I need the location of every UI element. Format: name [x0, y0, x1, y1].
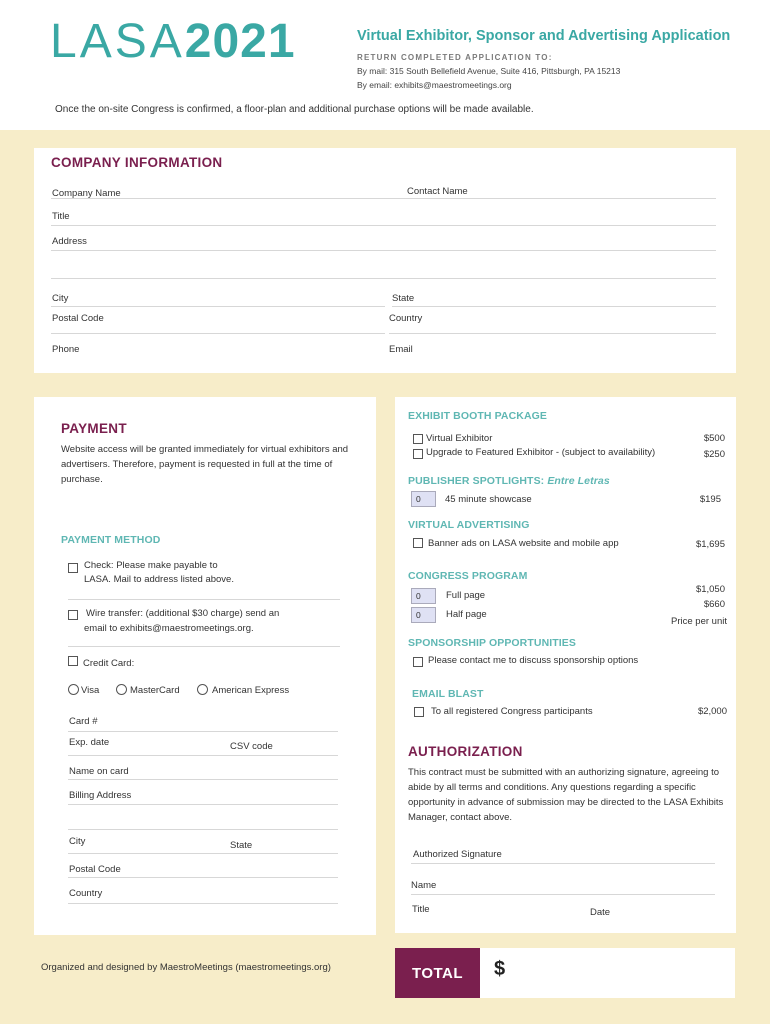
virtual-exhibitor-price: $500	[703, 433, 725, 444]
credit-card-checkbox[interactable]	[68, 656, 78, 666]
check-checkbox[interactable]	[68, 563, 78, 573]
featured-exhibitor-label: Upgrade to Featured Exhibitor - (subject to availability)	[426, 447, 656, 458]
featured-exhibitor-price: $250	[703, 449, 725, 460]
billing-address-field-line2[interactable]	[68, 829, 338, 832]
banner-ads-label: Banner ads on LASA website and mobile app	[428, 538, 619, 549]
floorplan-note: Once the on-site Congress is confirmed, a floor-plan and additional purchase options will be made available.	[55, 104, 534, 115]
name-on-card-label: Name on card	[69, 766, 129, 777]
name-on-card-field[interactable]	[68, 779, 338, 782]
full-page-quantity-input[interactable]: 0	[411, 588, 436, 604]
address-field[interactable]	[51, 250, 716, 253]
congress-program-heading: CONGRESS PROGRAM	[408, 570, 528, 582]
mastercard-label: MasterCard	[130, 685, 180, 696]
auth-title-label: Title	[412, 904, 430, 915]
billing-city-label: City	[69, 836, 86, 847]
title-field[interactable]	[51, 225, 716, 228]
card-number-field[interactable]	[68, 731, 338, 734]
contact-name-field[interactable]	[407, 198, 716, 201]
total-label: TOTAL	[395, 948, 480, 998]
wire-label-line2: email to exhibits@maestromeetings.org.	[84, 623, 254, 634]
virtual-exhibitor-checkbox[interactable]	[413, 434, 423, 444]
company-name-label: Company Name	[52, 188, 121, 199]
address-label: Address	[52, 236, 87, 247]
billing-city-state-field[interactable]	[68, 853, 338, 856]
auth-name-label: Name	[411, 880, 437, 891]
american-express-label: American Express	[212, 685, 290, 696]
publisher-spotlights-heading	[408, 475, 610, 487]
divider	[68, 646, 340, 647]
logo-year: 2021	[184, 15, 296, 68]
publisher-heading-text: PUBLISHER SPOTLIGHTS:	[408, 475, 545, 487]
phone-label: Phone	[52, 344, 80, 355]
showcase-quantity-input[interactable]: 0	[411, 491, 436, 507]
showcase-price: $195	[699, 494, 721, 505]
authorized-signature-field[interactable]	[411, 863, 715, 866]
logo-text: LASA	[50, 15, 185, 68]
authorized-signature-label: Authorized Signature	[413, 849, 502, 860]
exhibit-booth-heading: EXHIBIT BOOTH PACKAGE	[408, 410, 547, 422]
virtual-advertising-heading: VIRTUAL ADVERTISING	[408, 519, 530, 531]
full-page-price: $1,050	[695, 584, 725, 595]
card-number-label: Card #	[69, 716, 98, 727]
postal-code-label: Postal Code	[52, 313, 104, 324]
city-label: City	[52, 293, 69, 304]
email-blast-label: To all registered Congress participants	[431, 706, 593, 717]
contact-name-label: Contact Name	[407, 186, 468, 197]
auth-name-field[interactable]	[411, 894, 715, 897]
exp-date-label: Exp. date	[69, 737, 110, 748]
company-name-field[interactable]	[51, 198, 408, 201]
featured-exhibitor-checkbox[interactable]	[413, 449, 423, 459]
city-field[interactable]	[51, 306, 385, 309]
authorization-text: This contract must be submitted with an authorizing signature, agreeing to abide by all terms and conditions. Any questions regarding a specific opportunity in advance of submission may be directed to the LASA Exhibits Manager, contact above.	[408, 767, 724, 823]
postal-code-field[interactable]	[51, 333, 385, 336]
state-label: State	[392, 293, 415, 304]
billing-address-field[interactable]	[68, 804, 338, 807]
total-amount-field[interactable]	[480, 948, 735, 998]
footer-credit: Organized and designed by MaestroMeetings (maestromeetings.org)	[41, 962, 331, 973]
check-label-line2: LASA. Mail to address listed above.	[84, 574, 234, 585]
banner-ads-checkbox[interactable]	[413, 538, 423, 548]
half-page-label: Half page	[446, 609, 487, 620]
authorization-heading: AUTHORIZATION	[408, 744, 523, 759]
mastercard-radio[interactable]	[116, 684, 127, 695]
state-field[interactable]	[392, 306, 716, 309]
auth-date-label: Date	[590, 907, 611, 918]
billing-country-field[interactable]	[68, 903, 338, 906]
sponsorship-heading: SPONSORSHIP OPPORTUNITIES	[408, 637, 577, 649]
credit-card-label: Credit Card:	[83, 658, 135, 669]
payment-panel	[34, 397, 376, 935]
packages-panel	[395, 397, 736, 933]
publisher-heading-emphasis: Entre Letras	[547, 475, 610, 487]
return-label: RETURN COMPLETED APPLICATION TO:	[357, 53, 553, 62]
country-label: Country	[389, 313, 423, 324]
email-label: Email	[389, 344, 413, 355]
exp-date-csv-field[interactable]	[68, 755, 338, 758]
csv-code-label: CSV code	[230, 741, 273, 752]
billing-state-label: State	[230, 840, 253, 851]
banner-ads-price: $1,695	[695, 539, 725, 550]
payment-method-heading: PAYMENT METHOD	[61, 534, 161, 546]
showcase-label: 45 minute showcase	[445, 494, 532, 505]
total-currency-symbol: $	[494, 958, 506, 980]
divider	[68, 599, 340, 600]
address-field-line2[interactable]	[51, 278, 716, 281]
title-label: Title	[52, 211, 70, 222]
sponsorship-checkbox[interactable]	[413, 657, 423, 667]
wire-transfer-checkbox[interactable]	[68, 610, 78, 620]
lasa-logo	[50, 15, 296, 68]
price-per-unit-note: Price per unit	[671, 616, 727, 627]
mail-address: By mail: 315 South Bellefield Avenue, Suite 416, Pittsburgh, PA 15213	[357, 66, 621, 76]
sponsorship-label: Please contact me to discuss sponsorship options	[428, 655, 639, 666]
email-blast-checkbox[interactable]	[414, 707, 424, 717]
payment-heading: PAYMENT	[61, 421, 127, 436]
half-page-quantity-input[interactable]: 0	[411, 607, 436, 623]
visa-radio[interactable]	[68, 684, 79, 695]
email-blast-price: $2,000	[697, 706, 727, 717]
virtual-exhibitor-label: Virtual Exhibitor	[426, 433, 493, 444]
billing-postal-code-label: Postal Code	[69, 864, 121, 875]
header	[0, 0, 770, 130]
american-express-radio[interactable]	[197, 684, 208, 695]
company-information-panel	[34, 148, 736, 373]
email-blast-heading: EMAIL BLAST	[412, 688, 484, 700]
payment-description: Website access will be granted immediately for virtual exhibitors and advertisers. Therefore, payment is requested in full at the time of purchase.	[61, 444, 349, 485]
full-page-label: Full page	[446, 590, 486, 601]
billing-country-label: Country	[69, 888, 103, 899]
half-page-price: $660	[703, 599, 725, 610]
wire-label-line1: Wire transfer: (additional $30 charge) send an	[86, 608, 280, 619]
company-information-heading: COMPANY INFORMATION	[51, 155, 223, 170]
email-address: By email: exhibits@maestromeetings.org	[357, 80, 512, 90]
billing-address-label: Billing Address	[69, 790, 132, 801]
check-label-line1: Check: Please make payable to	[84, 560, 218, 571]
country-field[interactable]	[389, 333, 716, 336]
visa-label: Visa	[81, 685, 100, 696]
billing-postal-code-field[interactable]	[68, 877, 338, 880]
application-title: Virtual Exhibitor, Sponsor and Advertising Application	[357, 28, 731, 44]
